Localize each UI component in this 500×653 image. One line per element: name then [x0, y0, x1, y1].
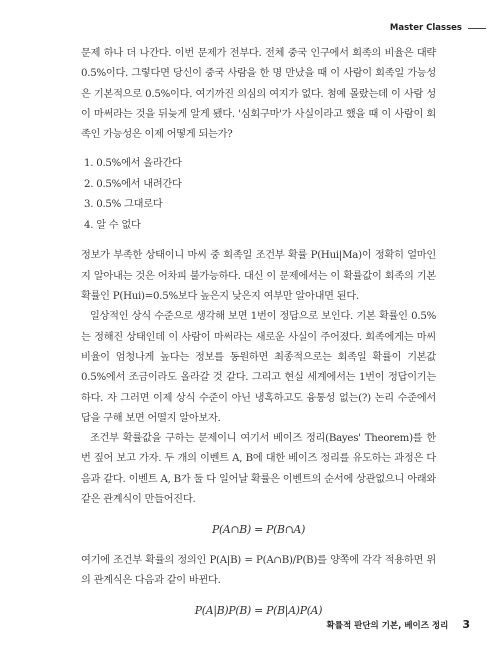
- header-rule: [468, 28, 486, 29]
- paragraph-intro: 문제 하나 더 나간다. 이번 문제가 전부다. 전체 중국 인구에서 회족의 비율은 대략 0.5%이다. 그렇다면 당신이 중국 사람을 한 명 만났을 때 이 사람이 회족일 가능성은 기본적으로 0.5%이다. 여기까진 의심의 여지가 없다. 첨예 몰랐는데 이 사람 성이 마써라는 것을 뒤늦게 알게 됐다. '심회구마'가 사실이라고 했을 때 이 사람이 회족인 가능성은 이제 어떻게 되는가?: [81, 48, 436, 141]
- answer-options: [81, 154, 436, 236]
- answer-option: 3. 0.5% 그대로다: [84, 199, 163, 211]
- paragraph-conditional: 정보가 부족한 상태이니 마씨 중 회족일 조건부 확률 P(Hui|Ma)이 정확히 얼마인지 알아내는 것은 어차피 불가능하다. 대신 이 문제에서는 이 확률값이 회족의 기본 확률인 P(Hui)=0.5%보다 높은지 낮은지 여부만 알아내면 된다.: [81, 250, 436, 303]
- running-header: [390, 23, 486, 33]
- equation-intersection: P(A∩B) = P(B∩A): [211, 523, 306, 537]
- paragraph-common-sense: 일상적인 상식 수준으로 생각해 보면 1번이 정답으로 보인다. 기본 확률인 0.5%는 정해진 상태인데 이 사람이 마써라는 새로운 사실이 주어졌다. 회족에게는 마씨 비율이 엄청나게 높다는 정보를 동원하면 최종적으로는 회족일 확률이 기본값 0.5%에서 조금이라도 올라갈 것 같다. 그리고 현실 세계에서는 1번이 정답이기는 하다. 자 그러면 이제 상식 수준이 아닌 냉혹하고도 융통성 없는(?) 논리 수준에서 답을 구해 보면 어떨지 알아보자.: [81, 311, 436, 424]
- answer-option: 4. 알 수 없다: [84, 219, 141, 231]
- page-number: 3: [462, 618, 470, 631]
- header-label: Master Classes: [389, 23, 462, 33]
- answer-option: 2. 0.5%에서 내려간다: [84, 178, 182, 190]
- paragraph-definition: 여기에 조건부 확률의 정의인 P(A|B) = P(A∩B)/P(B)를 양쪽에 각각 적용하면 위의 관계식은 다음과 같이 바뀐다.: [81, 554, 436, 586]
- page-body: [81, 44, 436, 632]
- running-footer: [327, 618, 470, 631]
- paragraph-bayes: 조건부 확률값을 구하는 문제이니 여기서 베이즈 정리(Bayes' Theorem)를 한번 짚어 보고 가자. 두 개의 이벤트 A, B에 대한 베이즈 정리를 유도하는 과정은 다음과 같다. 이벤트 A, B가 둘 다 일어날 확률은 이벤트의 순서에 상관없으니 아래와 같은 관계식이 만들어진다.: [81, 433, 436, 506]
- footer-title: 확률적 판단의 기본, 베이즈 정리: [326, 621, 449, 631]
- answer-option: 1. 0.5%에서 올라간다: [84, 158, 182, 170]
- equation-bayes: P(A|B)P(B) = P(B|A)P(A): [194, 604, 323, 618]
